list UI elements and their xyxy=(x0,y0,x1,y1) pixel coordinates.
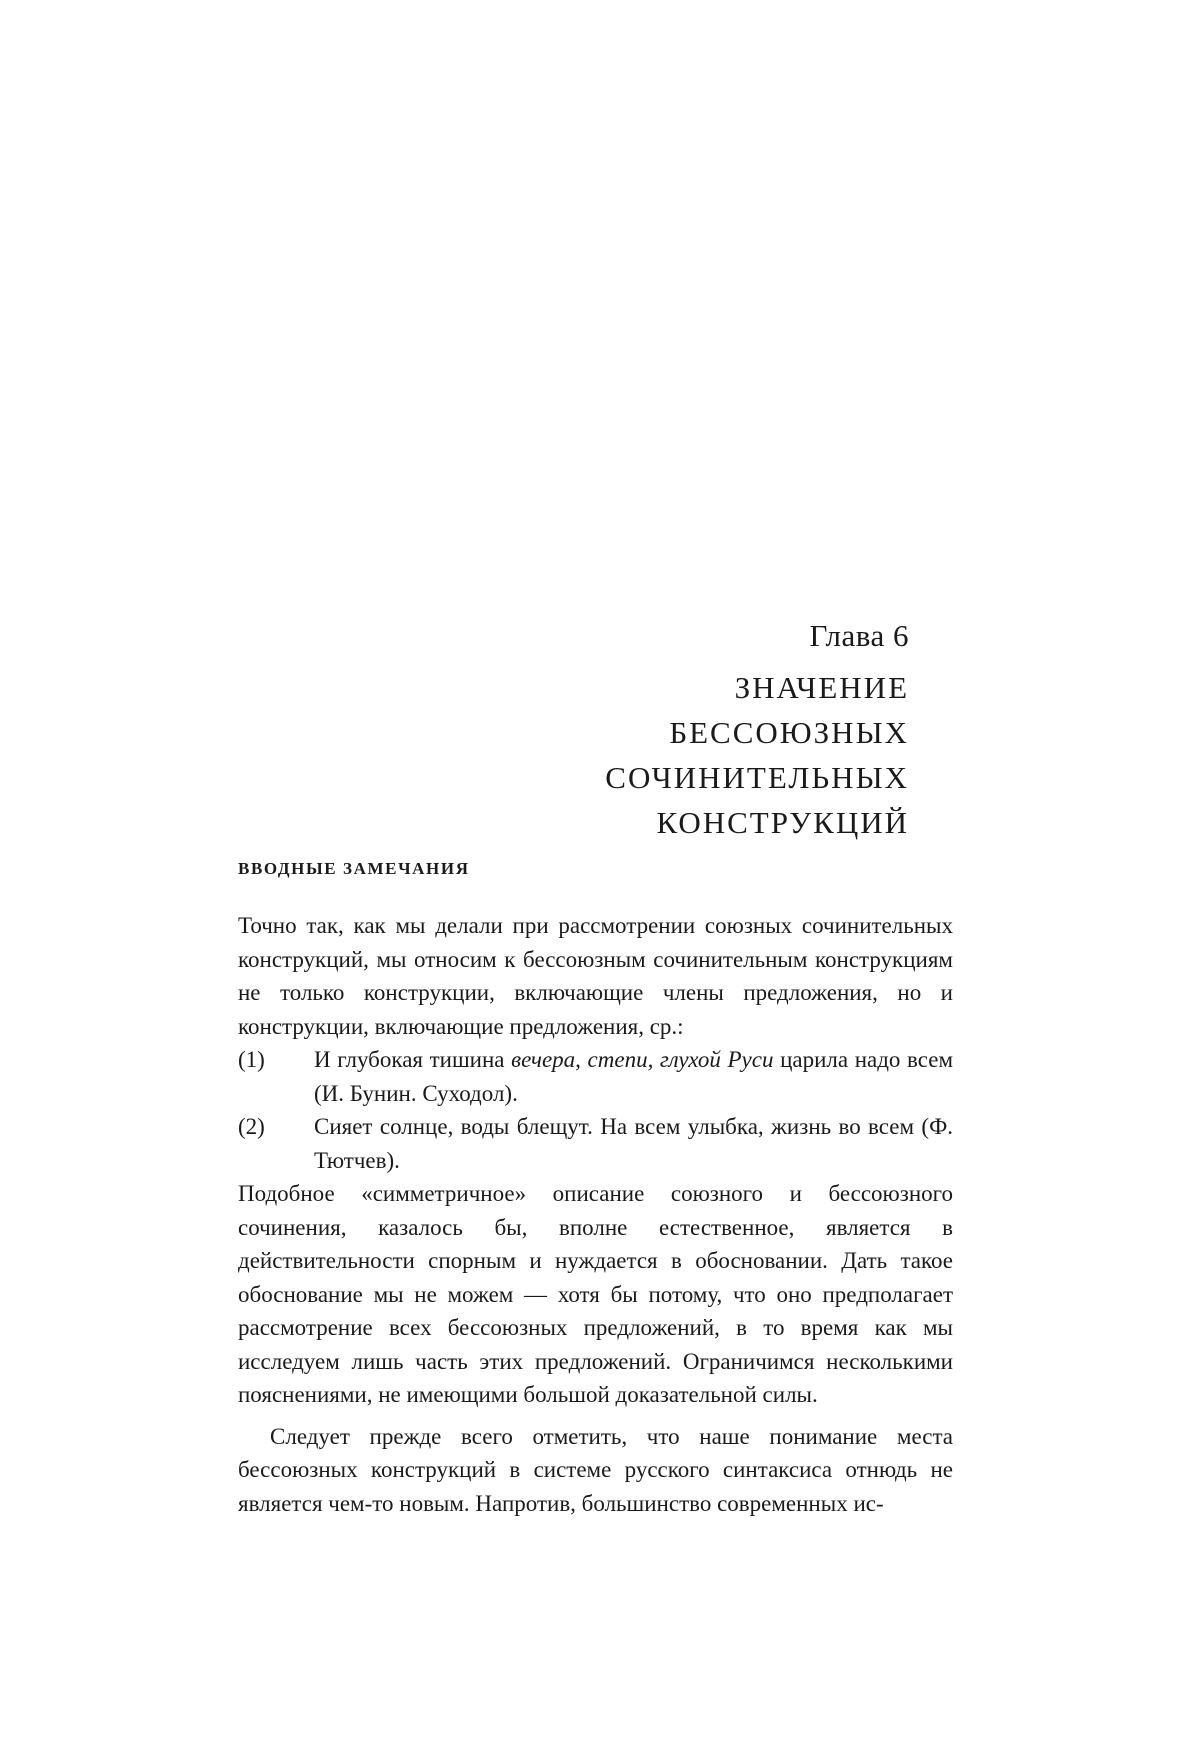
body-text xyxy=(238,857,953,1520)
example-text-plain: царила надо всем (И. Бунин. Суходол). xyxy=(314,1047,954,1106)
chapter-title xyxy=(309,665,909,845)
example-text-plain: И глубокая тишина xyxy=(314,1047,512,1072)
chapter-title-line: СОЧИНИТЕЛЬНЫХ xyxy=(605,760,909,795)
example-text: Сияет солнце, воды блещут. На всем улыбка, жизнь во всем (Ф. Тютчев). xyxy=(314,1114,953,1173)
example-text xyxy=(314,1043,953,1110)
intro-paragraph: Точно так, как мы делали при рассмотрении союзных сочинительных конструкций, мы относим к бессоюзным сочинительным конструкциям не только конструкции, включающие члены предложения, но и конструкции, включающие предложения, ср.: xyxy=(238,913,953,1039)
chapter-heading xyxy=(309,615,909,845)
chapter-title-line: ЗНАЧЕНИЕ xyxy=(734,670,909,705)
chapter-title-line: КОНСТРУКЦИЙ xyxy=(656,805,909,840)
example-2 xyxy=(238,1110,953,1177)
section-heading: ВВОДНЫЕ ЗАМЕЧАНИЯ xyxy=(238,859,470,878)
chapter-title-line: БЕССОЮЗНЫХ xyxy=(669,715,909,750)
example-text-italic: вечера, степи, глухой Руси xyxy=(511,1047,774,1072)
chapter-number: Глава 6 xyxy=(809,618,909,653)
paragraph: Подобное «симметричное» описание союзного и бессоюзного сочинения, казалось бы, вполне естественное, является в действительности спорным и нуждается в обосновании. Дать такое обоснование мы не можем — хотя бы потому, что оно предполагает рассмотрение всех бессоюзных предложений, в то время как мы исследуем лишь часть этих предложений. Ограничимся несколькими пояснениями, не имеющими большой доказательной силы. xyxy=(238,1181,953,1407)
example-number: (1) xyxy=(238,1047,265,1072)
example-1 xyxy=(238,1043,953,1110)
paragraph: Следует прежде всего отметить, что наше понимание места бессоюзных конструкций в системе русского синтаксиса отнюдь не является чем-то новым. Напротив, большинство современных ис- xyxy=(238,1423,953,1516)
example-number: (2) xyxy=(238,1114,265,1139)
